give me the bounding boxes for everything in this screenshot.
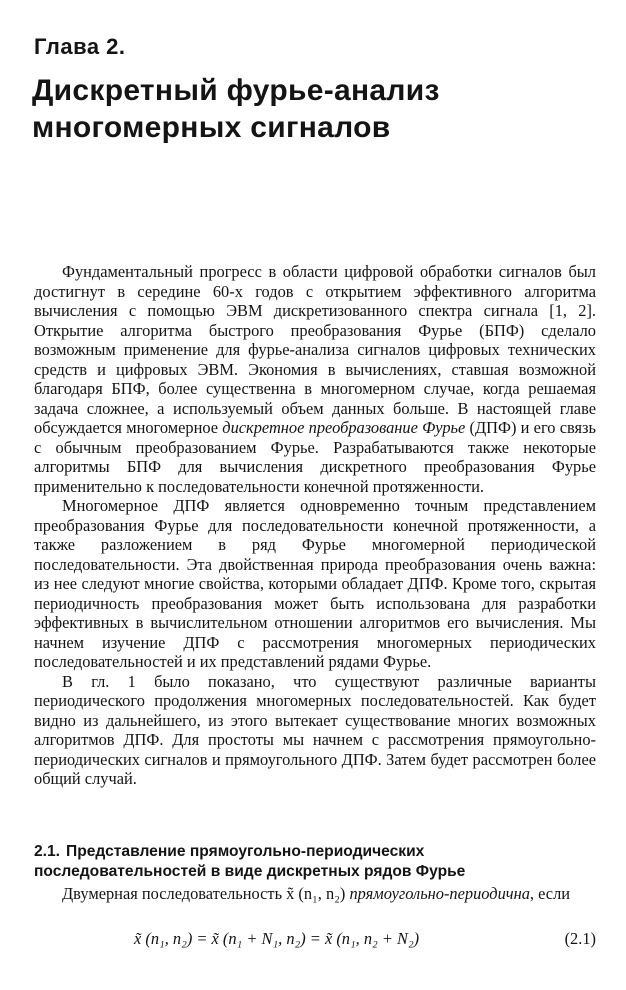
definition-term: прямоугольно-периодична [349,884,530,903]
section-number: 2.1. [34,843,61,860]
paragraph-2: Многомерное ДПФ является одновременно точным представлением преобразования Фурье для последовательности конечной протяженности, а также разложением в ряд Фурье многомерной периодической последовательности. Эта двойственная природа преобразования очень важна: из нее следуют многие свойства, которыми обладает ДПФ. Кроме того, скрытая периодичность преобразования может быть использована для разработки эффективных в вычислительном отношении алгоритмов его вычисления. Мы начнем изучение ДПФ с рассмотрения многомерных периодических последовательностей и их представлений рядами Фурье. [34,496,596,671]
section-title: Представление прямоугольно-периодических последовательностей в виде дискретных рядов Фурье [34,843,466,880]
equation-number: (2.1) [564,929,596,948]
paragraph-3: В гл. 1 было показано, что существуют различные варианты периодического продолжения многомерных последовательностей. Как будет видно из дальнейшего, из этого вытекает существование многих возможных алгоритмов ДПФ. Для простоты мы начнем с рассмотрения прямоугольно-периодических сигналов и прямоугольного ДПФ. Затем будет рассмотрен более общий случай. [34,671,596,788]
equation-2-1 [34,928,596,950]
chapter-label: Глава 2. [34,34,126,59]
paragraph-1-text-a: Фундаментальный прогресс в области цифровой обработки сигналов был достигнут в середине 60-х годов с открытием эффективного алгоритма вычисления с помощью ЭВМ дискретизованного спектра сигнала [1, 2]. Открытие алгоритма быстрого преобразования Фурье (БПФ) сделало возможным применение для фурье-анализа сигналов цифровых технических средств и цифровых ЭВМ. Экономия в вычислениях, ставшая возможной благодаря БПФ, более существенна в многомерном случае, когда решаемая задача сложнее, а используемый объем данных больше. В настоящей главе обсуждается многомерное [34,262,596,437]
section-heading [34,842,596,882]
definition-text [34,884,596,904]
paragraph-1 [34,262,596,496]
paragraph-1-text-b: (ДПФ) и его связь с обычным преобразованием Фурье. Разрабатываются также некоторые алгоритмы БПФ для вычисления дискретного преобразования Фурье применительно к последовательности конечной протяженности. [34,418,596,496]
chapter-title: Дискретный фурье-анализ многомерных сигналов [32,74,440,144]
definition-paragraph [34,884,596,904]
definition-text-a: Двумерная последовательность x̃ (n₁, n₂) [62,884,350,903]
equation-formula: x̃ (n₁, n₂) = x̃ (n₁ + N₁, n₂) = x̃ (n₁, n₂ + N₂) [134,929,420,948]
definition-text-b: , если [529,884,571,903]
dft-term: дискретное преобразование Фурье [222,418,466,437]
chapter-body [34,262,596,789]
